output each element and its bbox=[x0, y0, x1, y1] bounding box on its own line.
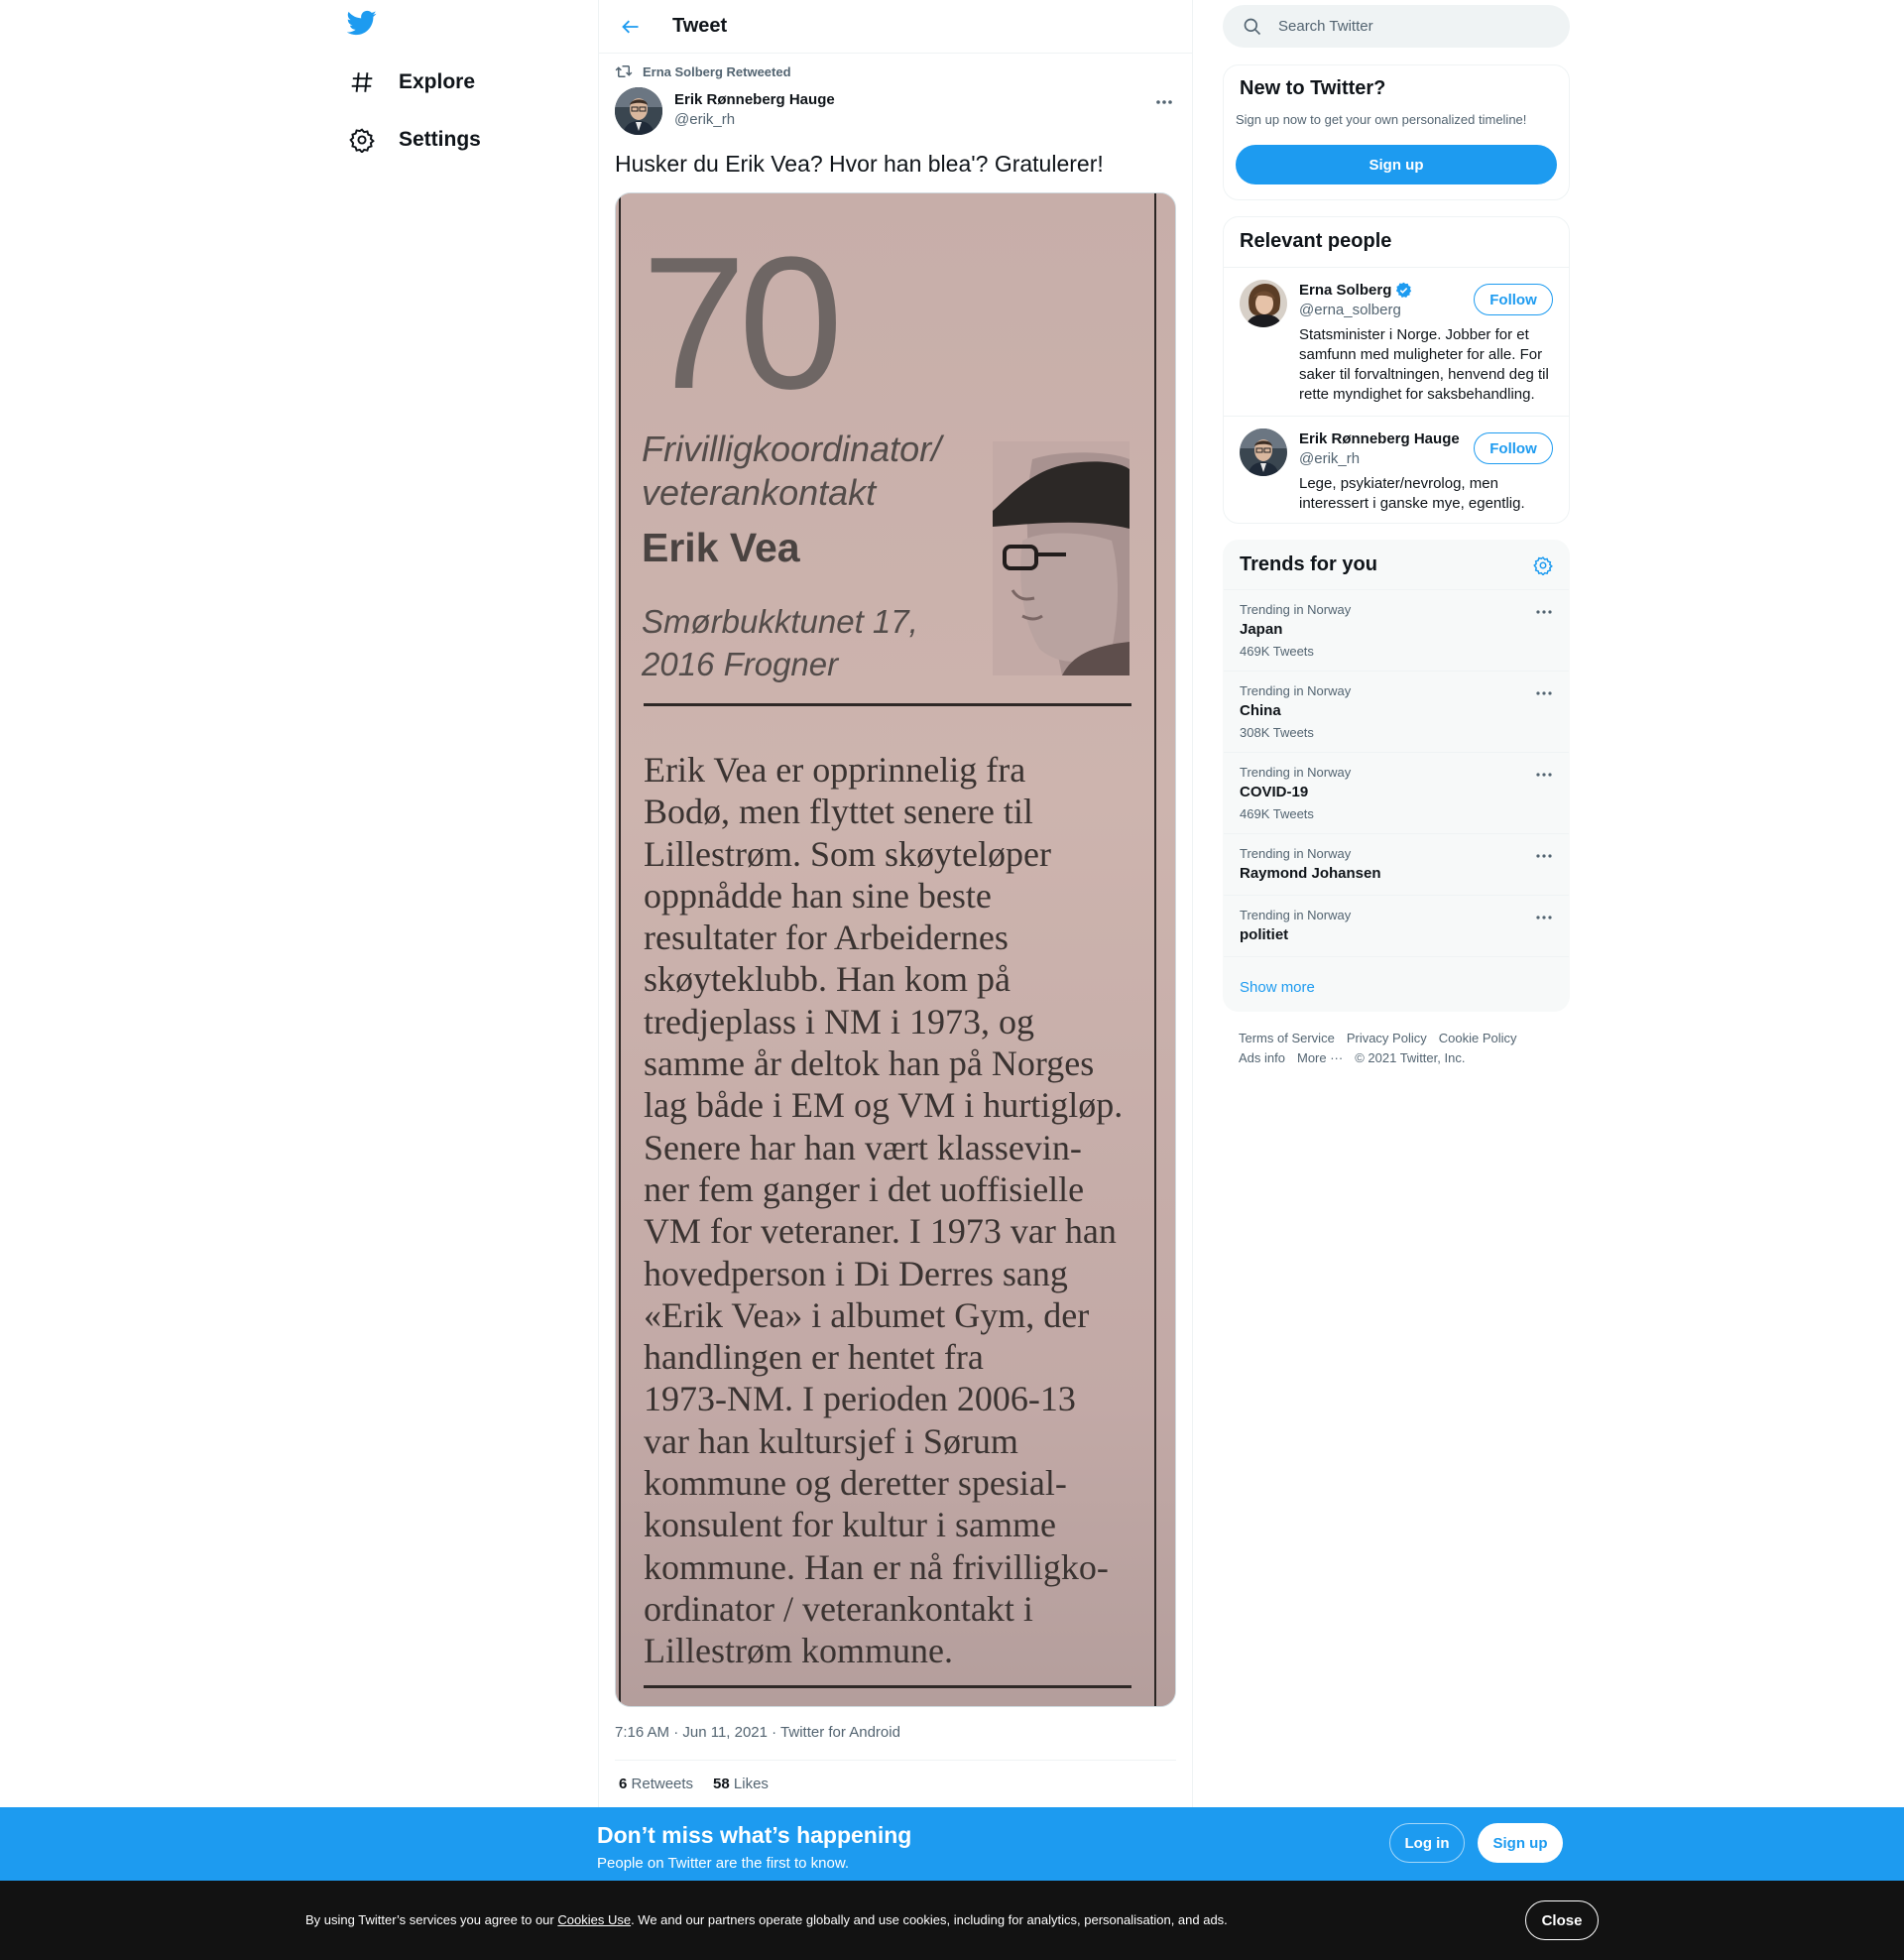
avatar[interactable] bbox=[615, 87, 662, 135]
newspaper-clipping bbox=[616, 193, 1175, 1706]
clipping-body-line: ordinator / veterankontakt i bbox=[644, 1588, 1033, 1629]
search-bar[interactable] bbox=[1223, 5, 1570, 48]
clipping-body-line: Bodø, men flyttet senere til bbox=[644, 792, 1033, 832]
clipping-body-line: lag både i EM og VM i hurtigløp. bbox=[644, 1085, 1124, 1126]
clipping-body-line: VM for veteraner. I 1973 var han bbox=[644, 1211, 1117, 1252]
verified-badge-icon bbox=[1395, 282, 1412, 299]
footer-links bbox=[1239, 1029, 1556, 1068]
clipping-body bbox=[644, 749, 1149, 1672]
tweet-stats bbox=[619, 1776, 788, 1792]
trend-name: Japan bbox=[1240, 621, 1283, 638]
clipping-body-line: oppnådde han sine beste bbox=[644, 875, 992, 916]
follow-button[interactable]: Follow bbox=[1474, 432, 1553, 464]
footer-privacy-link[interactable]: Privacy Policy bbox=[1346, 1031, 1427, 1045]
clipping-body-line: hovedperson i Di Derres sang bbox=[644, 1253, 1068, 1293]
cookies-use-link[interactable]: Cookies Use bbox=[557, 1912, 632, 1927]
trend-more-icon[interactable] bbox=[1533, 685, 1555, 701]
trend-name: COVID-19 bbox=[1240, 784, 1309, 800]
banner-title: Don’t miss what’s happening bbox=[597, 1822, 912, 1848]
trend-more-icon[interactable] bbox=[1533, 604, 1555, 620]
clipping-body-line: resultater for Arbeidernes bbox=[644, 918, 1009, 958]
clipping-body-line: Erik Vea er opprinnelig fra bbox=[644, 750, 1026, 790]
cookie-close-button[interactable]: Close bbox=[1525, 1900, 1599, 1940]
relevant-people-card bbox=[1223, 216, 1570, 524]
person-bio: Lege, psykiater/nevrolog, men interessert i ganske mye, egentlig. bbox=[1299, 475, 1525, 512]
trend-item[interactable] bbox=[1224, 753, 1569, 834]
clipping-body-line: handlingen er hentet fra bbox=[644, 1337, 984, 1378]
person-handle: @erik_rh bbox=[1299, 450, 1361, 467]
page-title: Tweet bbox=[672, 15, 728, 37]
person-erik-ronneberg-hauge[interactable] bbox=[1224, 416, 1569, 523]
signup-banner bbox=[0, 1807, 1904, 1881]
clipping-body-line: «Erik Vea» i albumet Gym, der bbox=[644, 1294, 1090, 1335]
gear-icon bbox=[337, 125, 387, 155]
tweet-detail-column bbox=[598, 0, 1193, 1807]
trend-more-icon[interactable] bbox=[1533, 910, 1555, 925]
footer-more-link[interactable]: More ··· bbox=[1296, 1050, 1344, 1065]
footer-ads-info-link[interactable]: Ads info bbox=[1239, 1050, 1285, 1065]
show-more-link[interactable]: Show more bbox=[1240, 979, 1315, 996]
clipping-name: Erik Vea bbox=[642, 525, 800, 570]
cookie-text: By using Twitter’s services you agree to our Cookies Use. We and our partners operate globally and use cookies, including for analytics, personalisation, and ads. bbox=[305, 1912, 1228, 1927]
trend-context: Trending in Norway bbox=[1240, 683, 1352, 698]
clipping-body-line: Lillestrøm. Som skøyteløper bbox=[644, 833, 1051, 874]
nav-explore-label: Explore bbox=[399, 70, 476, 93]
follow-button[interactable]: Follow bbox=[1474, 284, 1553, 315]
clipping-age: 70 bbox=[642, 218, 836, 429]
trend-context: Trending in Norway bbox=[1240, 765, 1352, 780]
person-handle: @erna_solberg bbox=[1299, 302, 1401, 318]
nav-settings[interactable] bbox=[337, 114, 481, 166]
login-button[interactable]: Log in bbox=[1389, 1823, 1465, 1863]
retweet-context bbox=[615, 63, 791, 79]
trend-count: 308K Tweets bbox=[1240, 725, 1314, 740]
trends-card bbox=[1223, 540, 1570, 1012]
trend-item[interactable] bbox=[1224, 896, 1569, 957]
trends-settings-gear-icon[interactable] bbox=[1533, 555, 1553, 575]
search-input[interactable] bbox=[1278, 18, 1556, 35]
clipping-body-line: tredjeplass i NM i 1973, og bbox=[644, 1001, 1034, 1041]
back-button[interactable] bbox=[613, 9, 649, 45]
clipping-body-line: var han kultursjef i Sørum bbox=[644, 1420, 1018, 1461]
trend-context: Trending in Norway bbox=[1240, 602, 1352, 617]
footer-terms-link[interactable]: Terms of Service bbox=[1239, 1031, 1335, 1045]
trends-title: Trends for you bbox=[1240, 553, 1377, 575]
nav-settings-label: Settings bbox=[399, 128, 481, 151]
person-erna-solberg[interactable] bbox=[1224, 267, 1569, 416]
footer-copyright: © 2021 Twitter, Inc. bbox=[1355, 1050, 1466, 1065]
twitter-logo-icon[interactable] bbox=[347, 8, 381, 42]
more-options-icon[interactable] bbox=[1150, 91, 1178, 113]
clipping-role: Frivilligkoordinator/ veterankontakt bbox=[642, 429, 942, 513]
retweets-stat[interactable]: 6 Retweets bbox=[619, 1776, 694, 1792]
clipping-body-line: konsulent for kultur i samme bbox=[644, 1505, 1056, 1545]
trend-item[interactable] bbox=[1224, 672, 1569, 753]
tweet-timestamp[interactable]: 7:16 AM · Jun 11, 2021 · Twitter for Android bbox=[615, 1724, 900, 1741]
tweet-text: Husker du Erik Vea? Hvor han blea'? Gratulerer! bbox=[615, 151, 1104, 177]
clipping-address: Smørbukktunet 17, 2016 Frogner bbox=[642, 603, 918, 682]
clipping-body-line: samme år deltok han på Norges bbox=[644, 1043, 1095, 1084]
trend-item[interactable] bbox=[1224, 590, 1569, 672]
person-bio: Statsminister i Norge. Jobber for et samfunn med muligheter for alle. For saker til forvaltningen, henvend deg til rette myndighet for saksbehandling. bbox=[1299, 326, 1549, 403]
avatar[interactable] bbox=[1240, 429, 1287, 476]
cookie-consent-bar bbox=[0, 1881, 1904, 1960]
trend-count: 469K Tweets bbox=[1240, 644, 1314, 659]
search-icon bbox=[1243, 17, 1262, 37]
banner-subtitle: People on Twitter are the first to know. bbox=[597, 1855, 850, 1872]
clipping-body-line: kommune og deretter spesial- bbox=[644, 1463, 1067, 1504]
clipping-body-line: Senere har han vært klassevin- bbox=[644, 1127, 1082, 1167]
signup-description: Sign up now to get your own personalized timeline! bbox=[1236, 112, 1527, 127]
relevant-people-title: Relevant people bbox=[1240, 230, 1392, 252]
tweet-author bbox=[615, 87, 835, 135]
trend-name: China bbox=[1240, 702, 1281, 719]
column-header bbox=[599, 0, 1192, 54]
trend-more-icon[interactable] bbox=[1533, 767, 1555, 783]
clipping-body-line: kommune. Han er nå frivilligko- bbox=[644, 1546, 1109, 1587]
person-name[interactable]: Erik Rønneberg Hauge bbox=[1299, 430, 1460, 447]
trend-name: Raymond Johansen bbox=[1240, 865, 1381, 882]
hashtag-icon bbox=[337, 67, 387, 97]
sidebar-signup-button[interactable]: Sign up bbox=[1236, 145, 1557, 184]
author-name[interactable]: Erik Rønneberg Hauge bbox=[674, 91, 835, 108]
trend-more-icon[interactable] bbox=[1533, 848, 1555, 864]
person-name[interactable]: Erna Solberg bbox=[1299, 282, 1412, 299]
likes-stat[interactable]: 58 Likes bbox=[713, 1776, 769, 1792]
retweet-icon bbox=[615, 63, 633, 79]
avatar[interactable] bbox=[1240, 280, 1287, 327]
clipping-body-line: ner fem ganger i det uoffisielle bbox=[644, 1168, 1085, 1209]
trend-count: 469K Tweets bbox=[1240, 806, 1314, 821]
trend-name: politiet bbox=[1240, 926, 1289, 943]
back-arrow-icon bbox=[621, 17, 641, 37]
new-to-twitter-card bbox=[1223, 64, 1570, 200]
new-to-twitter-title: New to Twitter? bbox=[1240, 77, 1386, 99]
banner-signup-button[interactable]: Sign up bbox=[1478, 1823, 1563, 1863]
clipping-body-line: Lillestrøm kommune. bbox=[644, 1631, 953, 1671]
clipping-body-line: skøyteklubb. Han kom på bbox=[644, 959, 1011, 1000]
clipping-portrait bbox=[993, 441, 1130, 675]
clipping-body-line: 1973-NM. I perioden 2006-13 bbox=[644, 1379, 1076, 1419]
nav-explore[interactable] bbox=[337, 57, 475, 108]
trend-item[interactable] bbox=[1224, 834, 1569, 896]
retweeted-by-label[interactable]: Erna Solberg Retweeted bbox=[643, 63, 791, 79]
author-handle[interactable]: @erik_rh bbox=[674, 111, 736, 128]
trend-context: Trending in Norway bbox=[1240, 846, 1352, 861]
footer-cookie-link[interactable]: Cookie Policy bbox=[1438, 1031, 1517, 1045]
trend-context: Trending in Norway bbox=[1240, 908, 1352, 922]
tweet-photo[interactable] bbox=[615, 192, 1176, 1707]
